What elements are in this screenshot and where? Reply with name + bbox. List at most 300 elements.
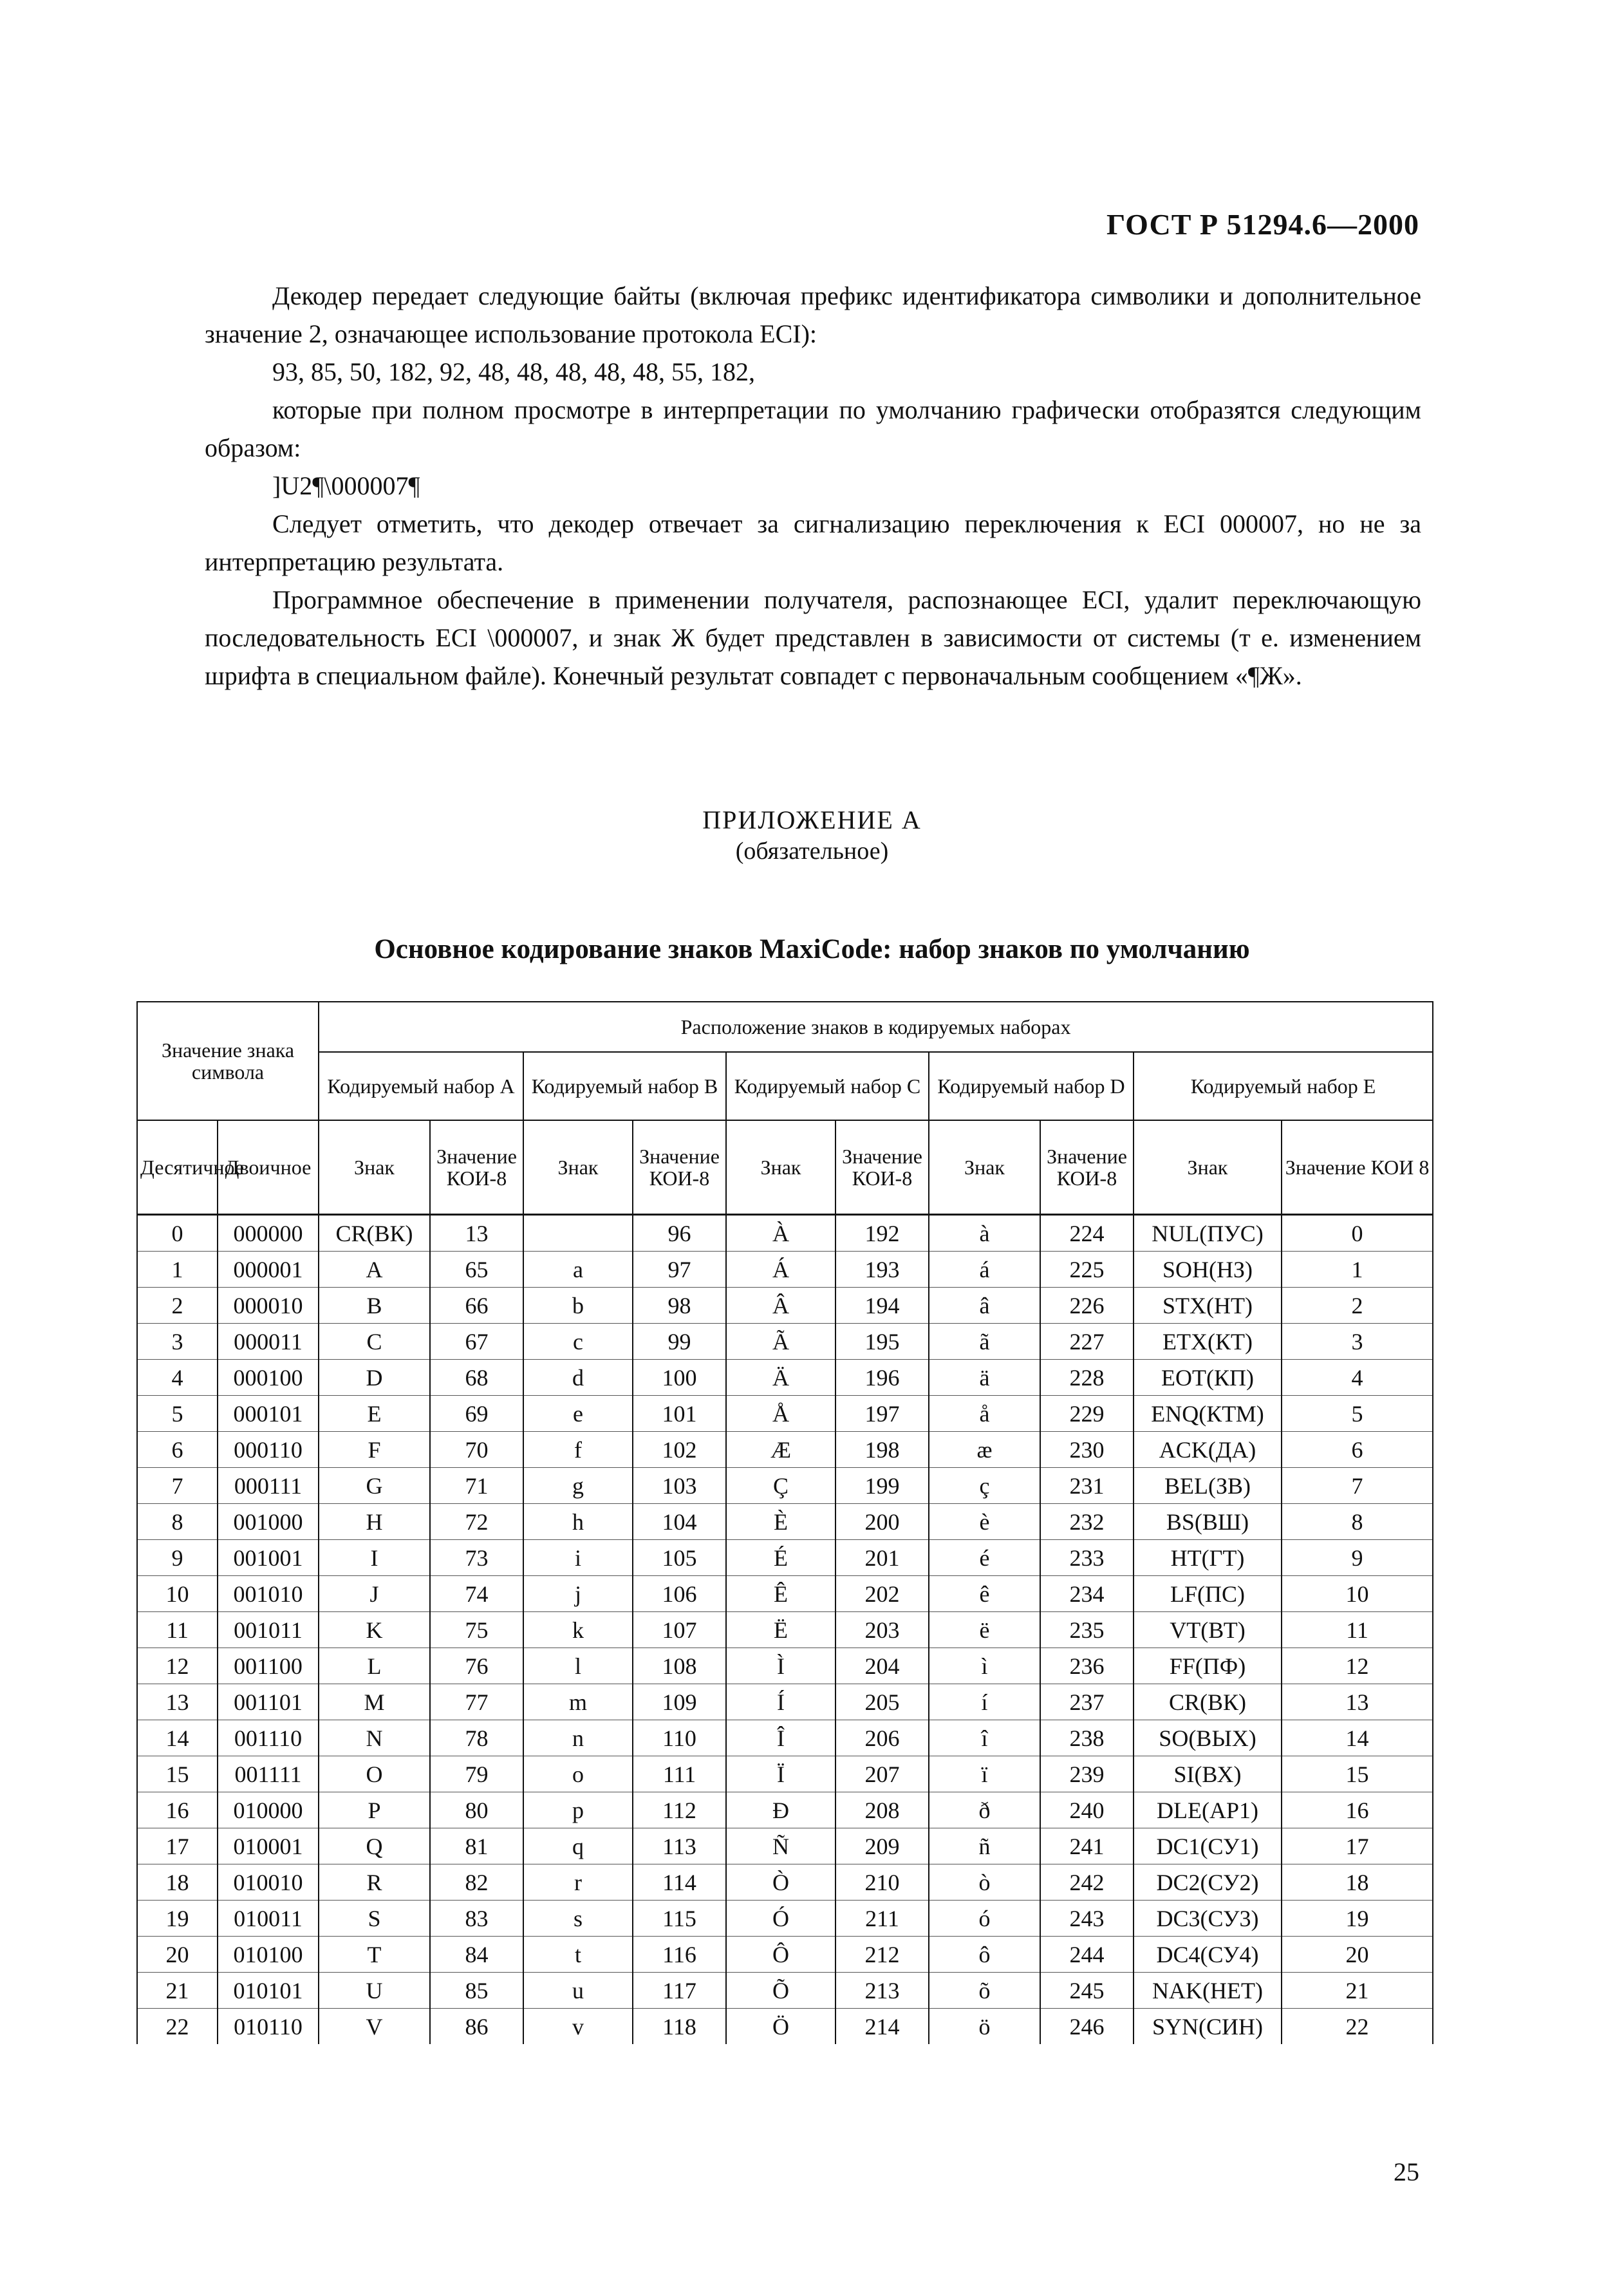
cell-decimal: 7: [137, 1468, 218, 1504]
cell-sign-e: ETX(КТ): [1134, 1324, 1282, 1360]
cell-sign-a: N: [319, 1720, 430, 1756]
cell-koi-e: 8: [1282, 1504, 1433, 1540]
cell-koi-b: 104: [633, 1504, 726, 1540]
cell-sign-a: S: [319, 1901, 430, 1937]
cell-sign-a: A: [319, 1252, 430, 1288]
cell-koi-d: 242: [1040, 1864, 1134, 1901]
cell-koi-b: 96: [633, 1215, 726, 1252]
cell-koi-b: 98: [633, 1288, 726, 1324]
cell-koi-c: 203: [835, 1612, 929, 1648]
table-row: [137, 1360, 1433, 1396]
cell-decimal: 17: [137, 1828, 218, 1864]
cell-koi-b: 101: [633, 1396, 726, 1432]
cell-koi-a: 84: [430, 1937, 523, 1973]
cell-koi-d: 226: [1040, 1288, 1134, 1324]
cell-koi-a: 68: [430, 1360, 523, 1396]
cell-binary: 010010: [218, 1864, 319, 1901]
cell-koi-c: 205: [835, 1684, 929, 1720]
cell-koi-a: 79: [430, 1756, 523, 1792]
header-koi-b: Значение КОИ-8: [633, 1120, 726, 1215]
cell-sign-a: K: [319, 1612, 430, 1648]
cell-sign-d: ä: [929, 1360, 1040, 1396]
cell-koi-e: 5: [1282, 1396, 1433, 1432]
cell-sign-a: H: [319, 1504, 430, 1540]
cell-koi-d: 236: [1040, 1648, 1134, 1684]
cell-sign-d: ò: [929, 1864, 1040, 1901]
cell-koi-b: 117: [633, 1973, 726, 2009]
cell-koi-e: 9: [1282, 1540, 1433, 1576]
cell-sign-b: v: [523, 2009, 633, 2045]
cell-sign-e: SOH(НЗ): [1134, 1252, 1282, 1288]
cell-koi-d: 243: [1040, 1901, 1134, 1937]
cell-sign-b: s: [523, 1901, 633, 1937]
cell-sign-a: C: [319, 1324, 430, 1360]
cell-koi-e: 18: [1282, 1864, 1433, 1901]
body-text: [205, 277, 1421, 695]
cell-koi-c: 200: [835, 1504, 929, 1540]
cell-decimal: 15: [137, 1756, 218, 1792]
header-set-c: Кодируемый набор С: [726, 1052, 929, 1120]
header-sign-d: Знак: [929, 1120, 1040, 1215]
cell-koi-c: 193: [835, 1252, 929, 1288]
cell-sign-d: ó: [929, 1901, 1040, 1937]
cell-sign-d: ô: [929, 1937, 1040, 1973]
cell-sign-c: Ð: [726, 1792, 835, 1828]
cell-sign-c: Ñ: [726, 1828, 835, 1864]
cell-koi-d: 245: [1040, 1973, 1134, 2009]
cell-sign-a: V: [319, 2009, 430, 2045]
cell-koi-d: 234: [1040, 1576, 1134, 1612]
cell-koi-b: 113: [633, 1828, 726, 1864]
table-row: [137, 1288, 1433, 1324]
cell-sign-b: t: [523, 1937, 633, 1973]
cell-binary: 000101: [218, 1396, 319, 1432]
cell-koi-a: 74: [430, 1576, 523, 1612]
cell-sign-c: Ä: [726, 1360, 835, 1396]
cell-sign-b: f: [523, 1432, 633, 1468]
table-row: [137, 1756, 1433, 1792]
cell-koi-c: 194: [835, 1288, 929, 1324]
cell-koi-d: 224: [1040, 1215, 1134, 1252]
cell-decimal: 8: [137, 1504, 218, 1540]
cell-sign-a: E: [319, 1396, 430, 1432]
cell-sign-c: È: [726, 1504, 835, 1540]
header-koi-c: Значение КОИ-8: [835, 1120, 929, 1215]
cell-decimal: 3: [137, 1324, 218, 1360]
header-set-a: Кодируемый набор А: [319, 1052, 523, 1120]
cell-koi-b: 103: [633, 1468, 726, 1504]
cell-sign-d: â: [929, 1288, 1040, 1324]
cell-koi-a: 73: [430, 1540, 523, 1576]
cell-sign-a: D: [319, 1360, 430, 1396]
cell-sign-c: Ç: [726, 1468, 835, 1504]
cell-koi-e: 19: [1282, 1901, 1433, 1937]
maxicode-table: [136, 1001, 1433, 2044]
cell-koi-e: 20: [1282, 1937, 1433, 1973]
cell-decimal: 22: [137, 2009, 218, 2045]
cell-decimal: 21: [137, 1973, 218, 2009]
table-row: [137, 1432, 1433, 1468]
standard-header: ГОСТ Р 51294.6—2000: [1106, 208, 1419, 241]
cell-decimal: 6: [137, 1432, 218, 1468]
cell-sign-d: ð: [929, 1792, 1040, 1828]
cell-binary: 001101: [218, 1684, 319, 1720]
paragraph-result-string: ]U2¶\000007¶: [272, 471, 420, 500]
cell-koi-a: 82: [430, 1864, 523, 1901]
cell-koi-a: 85: [430, 1973, 523, 2009]
table-row: [137, 1540, 1433, 1576]
cell-binary: 000111: [218, 1468, 319, 1504]
cell-koi-a: 13: [430, 1215, 523, 1252]
cell-koi-e: 13: [1282, 1684, 1433, 1720]
cell-koi-c: 197: [835, 1396, 929, 1432]
table-row: [137, 1215, 1433, 1252]
cell-sign-d: ç: [929, 1468, 1040, 1504]
cell-binary: 000011: [218, 1324, 319, 1360]
cell-koi-d: 239: [1040, 1756, 1134, 1792]
cell-koi-a: 70: [430, 1432, 523, 1468]
cell-decimal: 11: [137, 1612, 218, 1648]
cell-binary: 000110: [218, 1432, 319, 1468]
cell-koi-d: 241: [1040, 1828, 1134, 1864]
cell-koi-b: 107: [633, 1612, 726, 1648]
table-row: [137, 1504, 1433, 1540]
cell-koi-d: 232: [1040, 1504, 1134, 1540]
cell-sign-d: è: [929, 1504, 1040, 1540]
cell-koi-e: 14: [1282, 1720, 1433, 1756]
cell-sign-d: ê: [929, 1576, 1040, 1612]
cell-sign-b: n: [523, 1720, 633, 1756]
cell-sign-c: Â: [726, 1288, 835, 1324]
cell-koi-e: 16: [1282, 1792, 1433, 1828]
cell-sign-c: Ã: [726, 1324, 835, 1360]
cell-sign-a: B: [319, 1288, 430, 1324]
cell-decimal: 20: [137, 1937, 218, 1973]
cell-decimal: 5: [137, 1396, 218, 1432]
cell-koi-a: 78: [430, 1720, 523, 1756]
cell-binary: 010100: [218, 1937, 319, 1973]
header-set-d: Кодируемый набор D: [929, 1052, 1134, 1120]
cell-koi-b: 109: [633, 1684, 726, 1720]
cell-sign-d: ë: [929, 1612, 1040, 1648]
cell-koi-a: 67: [430, 1324, 523, 1360]
header-sign-b: Знак: [523, 1120, 633, 1215]
cell-sign-b: g: [523, 1468, 633, 1504]
cell-koi-e: 7: [1282, 1468, 1433, 1504]
cell-sign-e: EOT(КП): [1134, 1360, 1282, 1396]
cell-koi-d: 225: [1040, 1252, 1134, 1288]
cell-binary: 001011: [218, 1612, 319, 1648]
cell-koi-a: 75: [430, 1612, 523, 1648]
cell-sign-c: Í: [726, 1684, 835, 1720]
cell-sign-e: DC2(СУ2): [1134, 1864, 1282, 1901]
table-row: [137, 1576, 1433, 1612]
table-row: [137, 1648, 1433, 1684]
cell-sign-b: j: [523, 1576, 633, 1612]
table-row: [137, 2009, 1433, 2045]
cell-sign-e: DC3(СУ3): [1134, 1901, 1282, 1937]
cell-sign-e: SYN(СИН): [1134, 2009, 1282, 2045]
cell-koi-c: 206: [835, 1720, 929, 1756]
cell-sign-a: G: [319, 1468, 430, 1504]
cell-koi-d: 238: [1040, 1720, 1134, 1756]
table-row: [137, 1684, 1433, 1720]
header-decimal: Десятичное: [137, 1120, 218, 1215]
cell-sign-e: NAK(НЕТ): [1134, 1973, 1282, 2009]
page-number: 25: [1394, 2157, 1419, 2186]
cell-sign-a: CR(ВК): [319, 1215, 430, 1252]
cell-sign-c: Ô: [726, 1937, 835, 1973]
header-set-b: Кодируемый набор В: [523, 1052, 726, 1120]
cell-sign-e: DC1(СУ1): [1134, 1828, 1282, 1864]
cell-sign-b: e: [523, 1396, 633, 1432]
header-symbol-value: Значение знака символа: [137, 1002, 319, 1120]
cell-koi-c: 212: [835, 1937, 929, 1973]
paragraph-decoder: Декодер передает следующие байты (включая префикс идентификатора символики и дополнительное значение 2, означающее использование протокола ECI):: [205, 281, 1421, 348]
table-row: [137, 1937, 1433, 1973]
cell-binary: 010110: [218, 2009, 319, 2045]
cell-sign-a: I: [319, 1540, 430, 1576]
cell-koi-e: 21: [1282, 1973, 1433, 2009]
cell-decimal: 9: [137, 1540, 218, 1576]
cell-sign-a: T: [319, 1937, 430, 1973]
cell-koi-c: 198: [835, 1432, 929, 1468]
cell-sign-d: î: [929, 1720, 1040, 1756]
cell-koi-b: 108: [633, 1648, 726, 1684]
cell-koi-c: 199: [835, 1468, 929, 1504]
table-caption: Основное кодирование знаков MaxiCode: набор знаков по умолчанию: [374, 934, 1250, 964]
cell-decimal: 13: [137, 1684, 218, 1720]
cell-sign-b: r: [523, 1864, 633, 1901]
cell-binary: 001110: [218, 1720, 319, 1756]
cell-binary: 000010: [218, 1288, 319, 1324]
paragraph-bytes: 93, 85, 50, 182, 92, 48, 48, 48, 48, 48, 55, 182,: [272, 357, 755, 386]
cell-koi-a: 72: [430, 1504, 523, 1540]
cell-sign-a: R: [319, 1864, 430, 1901]
cell-binary: 001111: [218, 1756, 319, 1792]
cell-sign-e: DC4(СУ4): [1134, 1937, 1282, 1973]
cell-koi-e: 6: [1282, 1432, 1433, 1468]
cell-koi-a: 83: [430, 1901, 523, 1937]
cell-sign-e: DLE(АР1): [1134, 1792, 1282, 1828]
cell-koi-c: 214: [835, 2009, 929, 2045]
cell-decimal: 0: [137, 1215, 218, 1252]
cell-decimal: 1: [137, 1252, 218, 1288]
cell-koi-c: 210: [835, 1864, 929, 1901]
cell-sign-d: é: [929, 1540, 1040, 1576]
cell-koi-e: 17: [1282, 1828, 1433, 1864]
cell-binary: 010011: [218, 1901, 319, 1937]
cell-sign-c: Æ: [726, 1432, 835, 1468]
cell-binary: 010000: [218, 1792, 319, 1828]
cell-sign-d: ñ: [929, 1828, 1040, 1864]
table-row: [137, 1901, 1433, 1937]
cell-sign-c: Ë: [726, 1612, 835, 1648]
cell-koi-d: 231: [1040, 1468, 1134, 1504]
cell-koi-d: 229: [1040, 1396, 1134, 1432]
cell-sign-b: a: [523, 1252, 633, 1288]
table-row: [137, 1973, 1433, 2009]
cell-decimal: 10: [137, 1576, 218, 1612]
table-body: [137, 1215, 1433, 2045]
cell-sign-a: J: [319, 1576, 430, 1612]
cell-sign-d: õ: [929, 1973, 1040, 2009]
cell-koi-d: 233: [1040, 1540, 1134, 1576]
cell-koi-a: 86: [430, 2009, 523, 2045]
cell-koi-e: 1: [1282, 1252, 1433, 1288]
cell-koi-b: 118: [633, 2009, 726, 2045]
cell-koi-b: 114: [633, 1864, 726, 1901]
cell-sign-d: à: [929, 1215, 1040, 1252]
cell-sign-e: NUL(ПУС): [1134, 1215, 1282, 1252]
table-row: [137, 1720, 1433, 1756]
cell-koi-e: 22: [1282, 2009, 1433, 2045]
cell-koi-b: 111: [633, 1756, 726, 1792]
cell-sign-b: b: [523, 1288, 633, 1324]
cell-koi-b: 115: [633, 1901, 726, 1937]
cell-sign-e: SI(ВХ): [1134, 1756, 1282, 1792]
cell-koi-c: 204: [835, 1648, 929, 1684]
header-koi-e: Значение КОИ 8: [1282, 1120, 1433, 1215]
table-row: [137, 1612, 1433, 1648]
cell-binary: 000001: [218, 1252, 319, 1288]
cell-sign-c: Ê: [726, 1576, 835, 1612]
header-location: Расположение знаков в кодируемых наборах: [319, 1002, 1433, 1052]
header-set-e: Кодируемый набор Е: [1134, 1052, 1433, 1120]
cell-koi-c: 201: [835, 1540, 929, 1576]
cell-sign-a: M: [319, 1684, 430, 1720]
cell-binary: 001010: [218, 1576, 319, 1612]
header-sign-a: Знак: [319, 1120, 430, 1215]
cell-koi-a: 77: [430, 1684, 523, 1720]
cell-koi-a: 66: [430, 1288, 523, 1324]
cell-sign-a: U: [319, 1973, 430, 2009]
cell-sign-e: CR(ВК): [1134, 1684, 1282, 1720]
cell-koi-c: 211: [835, 1901, 929, 1937]
cell-sign-d: ã: [929, 1324, 1040, 1360]
cell-koi-c: 207: [835, 1756, 929, 1792]
cell-koi-b: 106: [633, 1576, 726, 1612]
cell-sign-d: ì: [929, 1648, 1040, 1684]
cell-koi-c: 195: [835, 1324, 929, 1360]
table-row: [137, 1324, 1433, 1360]
cell-koi-c: 192: [835, 1215, 929, 1252]
table-row: [137, 1252, 1433, 1288]
cell-sign-b: d: [523, 1360, 633, 1396]
cell-sign-e: BEL(ЗВ): [1134, 1468, 1282, 1504]
cell-koi-a: 65: [430, 1252, 523, 1288]
cell-sign-b: h: [523, 1504, 633, 1540]
cell-koi-b: 100: [633, 1360, 726, 1396]
cell-sign-c: Ì: [726, 1648, 835, 1684]
cell-sign-d: ö: [929, 2009, 1040, 2045]
cell-sign-d: á: [929, 1252, 1040, 1288]
paragraph-software: Программное обеспечение в применении получателя, распознающее ECI, удалит переключающую последовательность ECI \000007, и знак Ж будет представлен в зависимости от системы (т е. изменением шрифта в специальном файле). Конечный результат совпадет с первоначальным сообщением «¶Ж».: [205, 585, 1421, 690]
cell-koi-b: 99: [633, 1324, 726, 1360]
cell-koi-d: 227: [1040, 1324, 1134, 1360]
header-sign-c: Знак: [726, 1120, 835, 1215]
table-row: [137, 1396, 1433, 1432]
cell-decimal: 16: [137, 1792, 218, 1828]
appendix-subtitle: (обязательное): [735, 838, 889, 865]
cell-koi-b: 102: [633, 1432, 726, 1468]
cell-sign-b: c: [523, 1324, 633, 1360]
cell-koi-a: 80: [430, 1792, 523, 1828]
cell-sign-c: Ò: [726, 1864, 835, 1901]
cell-sign-b: u: [523, 1973, 633, 2009]
cell-sign-b: l: [523, 1648, 633, 1684]
cell-sign-c: É: [726, 1540, 835, 1576]
cell-koi-c: 213: [835, 1973, 929, 2009]
cell-sign-a: F: [319, 1432, 430, 1468]
cell-sign-b: [523, 1215, 633, 1252]
table-row: [137, 1468, 1433, 1504]
cell-binary: 000000: [218, 1215, 319, 1252]
cell-sign-c: Ö: [726, 2009, 835, 2045]
cell-sign-d: æ: [929, 1432, 1040, 1468]
cell-decimal: 18: [137, 1864, 218, 1901]
cell-sign-a: Q: [319, 1828, 430, 1864]
cell-decimal: 2: [137, 1288, 218, 1324]
cell-koi-d: 228: [1040, 1360, 1134, 1396]
cell-decimal: 12: [137, 1648, 218, 1684]
cell-sign-e: BS(ВШ): [1134, 1504, 1282, 1540]
cell-koi-d: 244: [1040, 1937, 1134, 1973]
cell-sign-b: p: [523, 1792, 633, 1828]
cell-koi-a: 71: [430, 1468, 523, 1504]
cell-sign-a: O: [319, 1756, 430, 1792]
cell-decimal: 19: [137, 1901, 218, 1937]
cell-decimal: 4: [137, 1360, 218, 1396]
cell-koi-d: 230: [1040, 1432, 1134, 1468]
cell-sign-e: SO(ВЫХ): [1134, 1720, 1282, 1756]
cell-sign-d: í: [929, 1684, 1040, 1720]
cell-sign-c: Õ: [726, 1973, 835, 2009]
cell-koi-e: 15: [1282, 1756, 1433, 1792]
cell-koi-e: 10: [1282, 1576, 1433, 1612]
cell-binary: 010101: [218, 1973, 319, 2009]
cell-koi-c: 196: [835, 1360, 929, 1396]
cell-koi-e: 0: [1282, 1215, 1433, 1252]
paragraph-display: которые при полном просмотре в интерпретации по умолчанию графически отобразятся следующим образом:: [205, 395, 1421, 462]
cell-sign-b: i: [523, 1540, 633, 1576]
cell-koi-a: 81: [430, 1828, 523, 1864]
cell-koi-e: 11: [1282, 1612, 1433, 1648]
cell-sign-c: À: [726, 1215, 835, 1252]
cell-sign-e: STX(НТ): [1134, 1288, 1282, 1324]
cell-sign-a: P: [319, 1792, 430, 1828]
cell-koi-a: 69: [430, 1396, 523, 1432]
cell-sign-c: Á: [726, 1252, 835, 1288]
cell-sign-e: ACK(ДА): [1134, 1432, 1282, 1468]
header-binary: Двоичное: [218, 1120, 319, 1215]
cell-sign-a: L: [319, 1648, 430, 1684]
cell-sign-d: å: [929, 1396, 1040, 1432]
cell-binary: 001100: [218, 1648, 319, 1684]
cell-sign-b: k: [523, 1612, 633, 1648]
header-sign-e: Знак: [1134, 1120, 1282, 1215]
cell-koi-e: 4: [1282, 1360, 1433, 1396]
cell-sign-c: Î: [726, 1720, 835, 1756]
cell-sign-e: FF(ПФ): [1134, 1648, 1282, 1684]
cell-koi-e: 12: [1282, 1648, 1433, 1684]
cell-sign-b: m: [523, 1684, 633, 1720]
cell-koi-d: 246: [1040, 2009, 1134, 2045]
cell-sign-b: o: [523, 1756, 633, 1792]
cell-koi-e: 3: [1282, 1324, 1433, 1360]
cell-binary: 001001: [218, 1540, 319, 1576]
cell-sign-c: Å: [726, 1396, 835, 1432]
